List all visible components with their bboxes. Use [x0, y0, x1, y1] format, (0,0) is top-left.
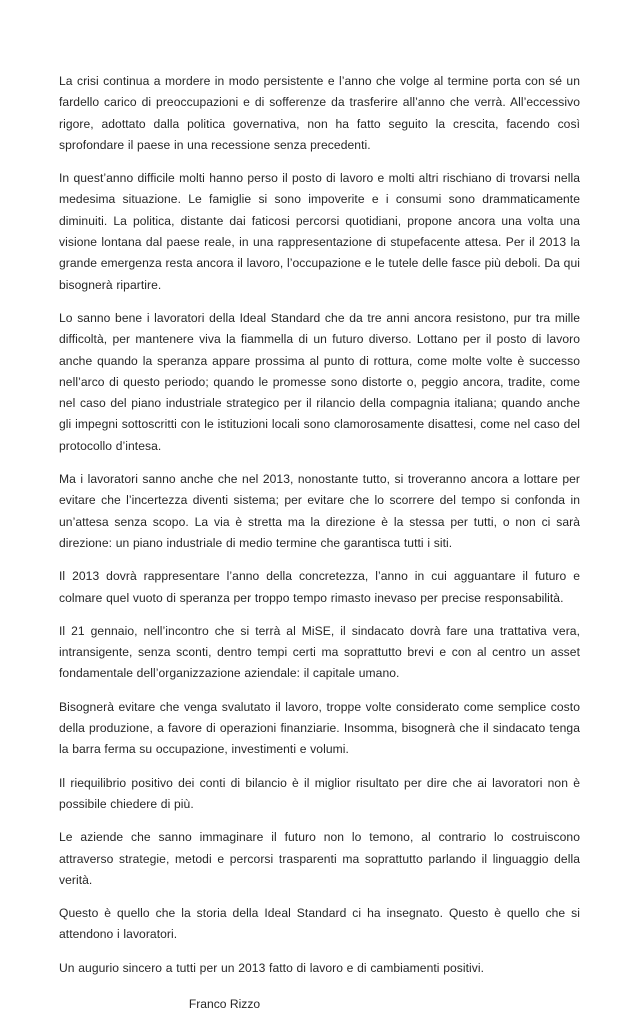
paragraph-5: Il 2013 dovrà rappresentare l’anno della concretezza, l’anno in cui agguantare il futuro e colmare quel vuoto di speranza per troppo tempo rimasto inevaso per precise responsabilità.: [59, 569, 580, 605]
paragraph-8: Il riequilibrio positivo dei conti di bilancio è il miglior risultato per dire che ai lavoratori non è possibile chiedere di più.: [59, 775, 580, 811]
paragraph-11: Un augurio sincero a tutti per un 2013 fatto di lavoro e di cambiamenti positivi.: [59, 960, 485, 975]
paragraph-10: Questo è quello che la storia della Ideal Standard ci ha insegnato. Questo è quello che si attendono i lavoratori.: [59, 906, 580, 942]
paragraph-3: Lo sanno bene i lavoratori della Ideal Standard che da tre anni ancora resistono, pur tra mille difficoltà, per mantenere viva la fiammella di un futuro diverso. Lottano per il posto di lavoro anche quando la speranza appare prossima al punto di rottura, come molte volte è successo nell’arco di questo periodo; quando le promesse sono distorte o, peggio ancora, tradite, come nel caso del piano industriale strategico per il rilancio della compagnia italiana; quando anche gli impegni sottoscritti con le istituzioni locali sono clamorosamente disattesi, come nel caso del protocollo d’intesa.: [59, 310, 580, 453]
signature-block: [59, 994, 580, 1015]
paragraph-6: Il 21 gennaio, nell’incontro che si terrà al MiSE, il sindacato dovrà fare una trattativa vera, intransigente, senza sconti, dentro tempi certi ma soprattutto brevi e con al centro un asset fondamentale dell’organizzazione aziendale: il capitale umano.: [59, 623, 580, 681]
paragraph-7: Bisognerà evitare che venga svalutato il lavoro, troppe volte considerato come semplice costo della produzione, a favore di operazioni finanziarie. Insomma, bisognerà che il sindacato tenga la barra ferma su occupazione, investimenti e volumi.: [59, 699, 580, 757]
document-body: [59, 71, 580, 1015]
paragraph-2: In quest’anno difficile molti hanno perso il posto di lavoro e molti altri rischiano di trovarsi nella medesima situazione. Le famiglie si sono impoverite e i consumi sono drammaticamente diminuiti. La politica, distante dai faticosi percorsi quotidiani, propone ancora una volta una visione lontana dal paese reale, in una rappresentazione di stupefacente attesa. Per il 2013 la grande emergenza resta ancora il lavoro, l’occupazione e le tutele delle fasce più deboli. Da qui bisognerà ripartire.: [59, 171, 580, 292]
signature-name: Franco Rizzo: [188, 996, 261, 1011]
paragraph-1: La crisi continua a mordere in modo persistente e l’anno che volge al termine porta con sé un fardello carico di preoccupazioni e di sofferenze da trasferire all’anno che verrà. All’eccessivo rigore, adottato dalla politica governativa, non ha fatto seguito la crescita, facendo così sprofondare il paese in una recessione senza precedenti.: [59, 74, 580, 152]
paragraph-9: Le aziende che sanno immaginare il futuro non lo temono, al contrario lo costruiscono attraverso strategie, metodi e percorsi trasparenti ma soprattutto parlando il linguaggio della verità.: [59, 830, 580, 887]
paragraph-4: Ma i lavoratori sanno anche che nel 2013, nonostante tutto, si troveranno ancora a lottare per evitare che l’incertezza diventi sistema; per evitare che lo scorrere del tempo si confonda in un’attesa senza scopo. La via è stretta ma la direzione è la stessa per tutti, o non ci sarà direzione: un piano industriale di medio termine che garantisca tutti i siti.: [59, 472, 580, 550]
